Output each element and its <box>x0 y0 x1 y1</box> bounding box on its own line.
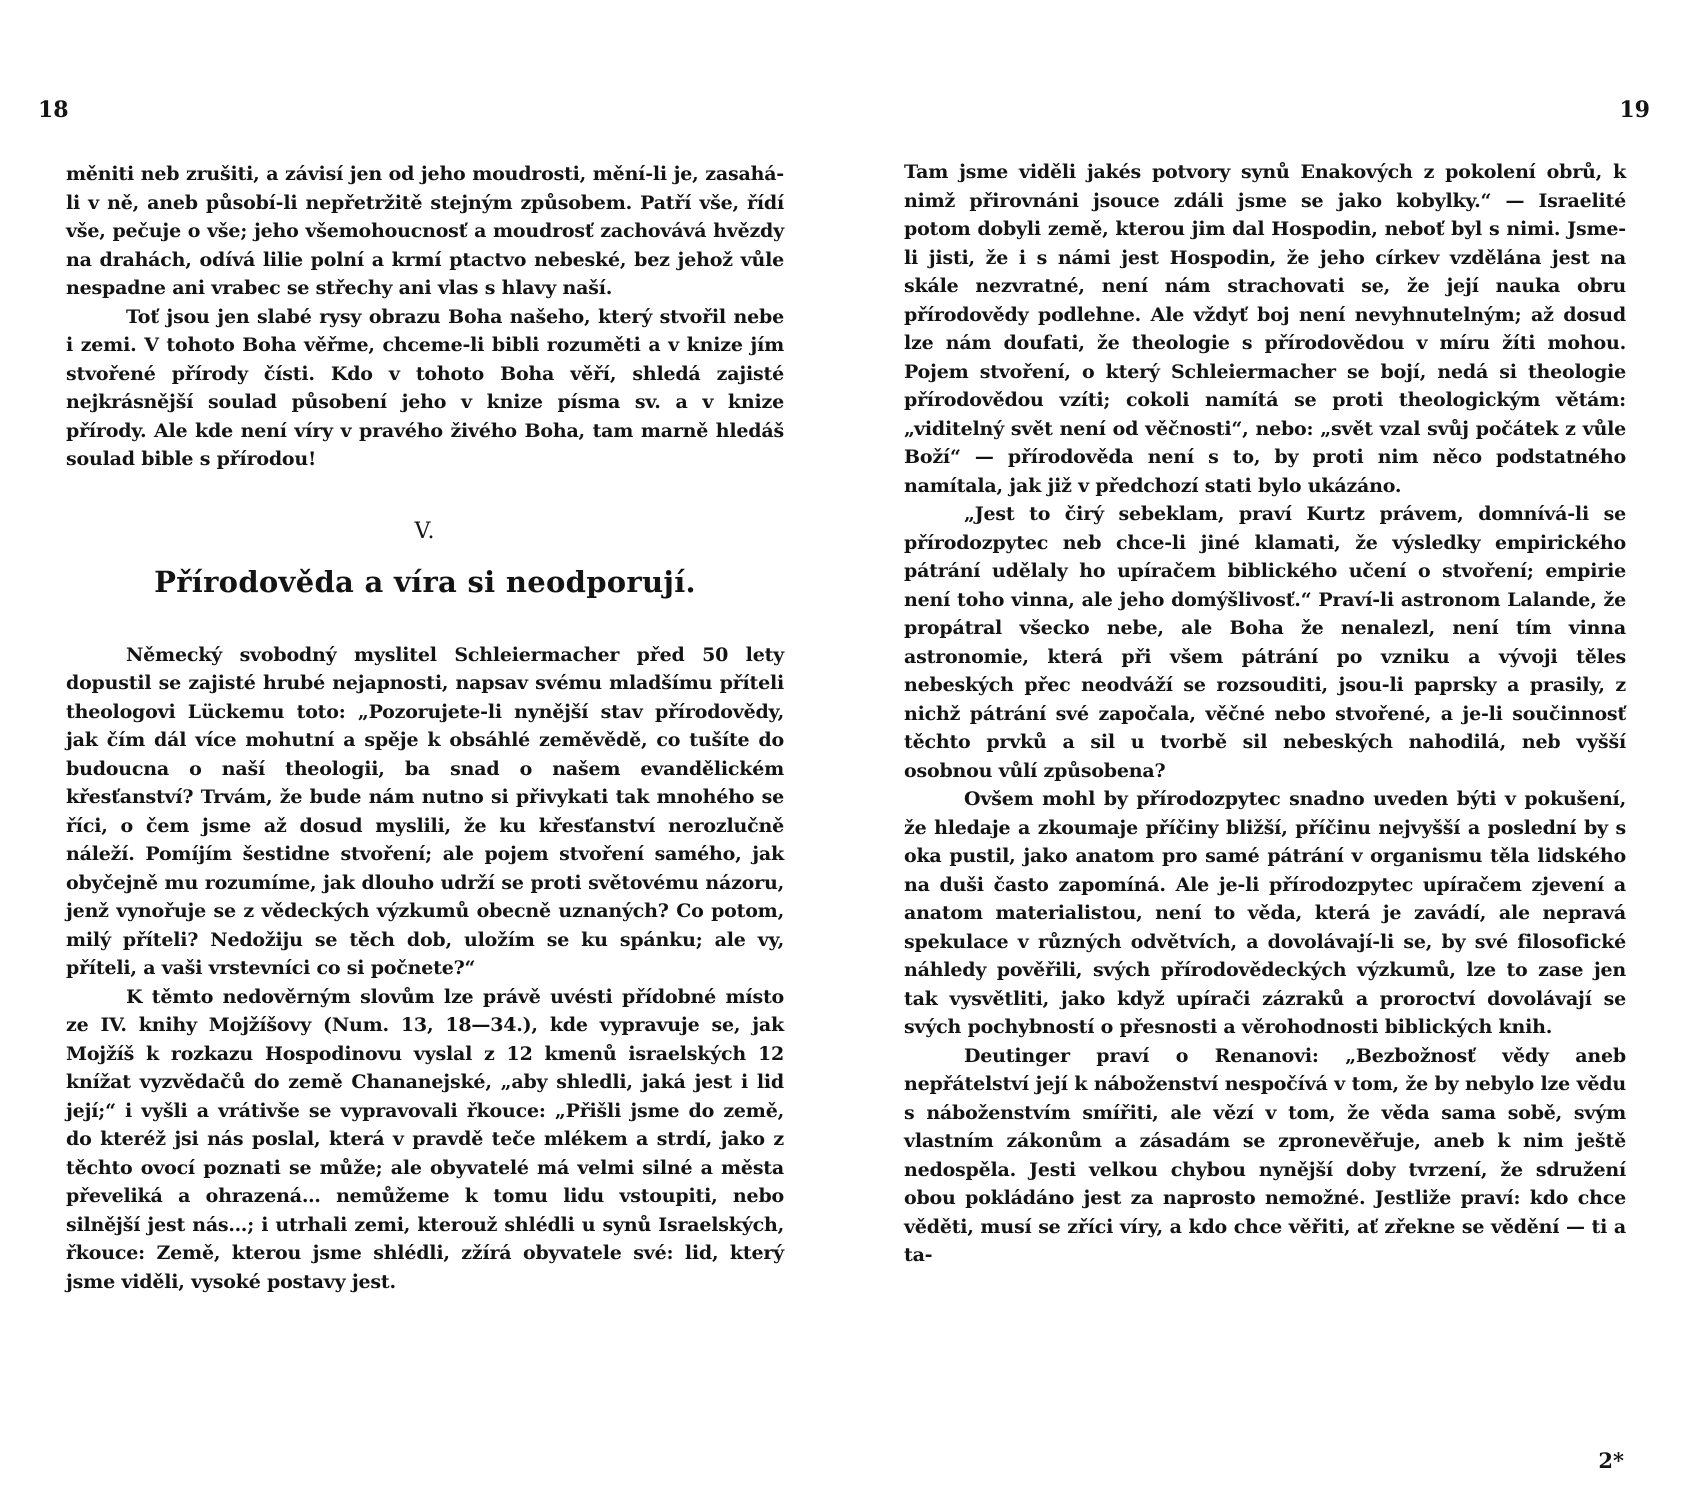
page-number: 19 <box>1619 97 1650 123</box>
section-number: V. <box>414 518 436 544</box>
left-text-column <box>66 160 784 1296</box>
page-number: 18 <box>38 97 69 123</box>
paragraph: Tam jsme viděli jakés potvory synů Enakových z pokolení obrů, k nimž přirovnáni jsouce zdáli jsme se jako kobylky.“ — Israelité potom dobyli země, kterou jim dal Hospodin, neboť byl s nimi. Jsme-li jisti, že i s námi jest Hospodin, že jeho církev vzdělána jest na skále nezvratné, není nám strachovati se, že její nauka obru přírodovědy podlehne. Ale vždyť boj není nevyhnutelným; až dosud lze nám doufati, že theologie s přírodovědou v míru žíti mohou. Pojem stvoření, o který Schleiermacher se bojí, nedá si theologie přírodovědou vzíti; cokoli namítá se proti theologickým větám: „viditelný svět není od věčnosti“, nebo: „svět vzal svůj počátek z vůle Boží“ — přírodověda není s to, by proti nim něco podstatného namítala, jak již v předchozí stati bylo ukázáno. <box>904 161 1626 497</box>
paragraph: Německý svobodný myslitel Schleiermacher před 50 lety dopustil se zajisté hrubé nejapnosti, napsav svému mladšímu příteli theologovi Lückemu toto: „Pozorujete-li nynější stav přírodovědy, jak čím dál více mohutní a spěje k obsáhlé zeměvědě, co tušíte do budoucna o naší theologii, ba snad o našem evandělickém křesťanství? Trvám, že bude nám nutno si přivykati tak mnohého se říci, o čem jsme až dosud myslili, že ku křesťanství nerozlučně náleží. Pomíjím šestidne stvoření; ale pojem stvoření samého, jak obyčejně mu rozumíme, jak dlouho udrží se proti světovému názoru, jenž vynořuje se z vědeckých výzkumů obecně uznaných? Co potom, milý příteli? Nedožiju se těch dob, uložím se ku spánku; ale vy, příteli, a vaši vrstevníci co si počnete?“ <box>66 643 784 979</box>
paragraph: měniti neb zrušiti, a závisí jen od jeho moudrosti, mění-li je, zasahá-li v ně, aneb působí-li nepřetržitě stejným způsobem. Patří vše, řídí vše, pečuje o vše; jeho všemohoucnosť a moudrosť zachovává hvězdy na drahách, odívá lilie polní a krmí ptactvo nebeské, bez jehož vůle nespadne ani vrabec se střechy ani vlas s hlavy naší. <box>66 163 784 299</box>
right-text-column <box>904 158 1626 1270</box>
paragraph: Ovšem mohl by přírodozpytec snadno uveden býti v pokušení, že hledaje a zkoumaje příčiny bližší, příčinu nejvyšší a poslední by s oka pustil, jako anatom pro samé pátrání v organismu těla lidského na duši často zapomíná. Ale je-li přírodozpytec upíračem zjevení a anatom materialistou, není to věda, která je zavádí, ale nepravá spekulace v různých odvětvích, a dovolávají-li se, by své filosofické náhledy pověřili, svých přírodovědeckých výzkumů, lze to zase jen tak vysvětliti, jako když upírači zázraků a proroctví dovolávají se svých pochybností o přesnosti a věrohodnosti biblických knih. <box>904 788 1626 1038</box>
paragraph: „Jest to čirý sebeklam, praví Kurtz právem, domnívá-li se přírodozpytec neb chce-li jiné klamati, že výsledky empirického pátrání udělaly ho upíračem biblického učení o stvoření; empirie není toho vinna, ale jeho domýšlivosť.“ Praví-li astronom Lalande, že propátral všecko nebe, ale Boha že nenalezl, není tím vinna astronomie, která při všem pátrání po vzniku a vývoji těles nebeských přec neodváží se rozsouditi, jsou-li paprsky a prasily, z nichž pátrání své započala, věčné nebo stvořené, a je-li součinnosť těchto prvků a sil u tvorbě sil nebeských nahodilá, neb vyšší osobnou vůlí způsobena? <box>904 503 1626 782</box>
section-title: Přírodověda a víra si neodporují. <box>154 565 696 599</box>
paragraph: Deutinger praví o Renanovi: „Bezbožnosť vědy aneb nepřátelství její k náboženství nespočívá v tom, že by nebylo lze vědu s náboženstvím smířiti, ale vězí v tom, že věda sama sobě, svým vlastním zákonům a zásadám se zpronevěřuje, aneb k nim ještě nedospěla. Jesti velkou chybou nynější doby tvrzení, že sdružení obou pokládáno jest za naprosto nemožné. Jestliže praví: kdo chce věděti, musí se zříci víry, a kdo chce věřiti, ať zřekne se vědění — ti a ta- <box>904 1044 1626 1266</box>
paragraph: Toť jsou jen slabé rysy obrazu Boha našeho, který stvořil nebe i zemi. V tohoto Boha věřme, chceme-li bibli rozuměti a v knize jím stvořené přírody čísti. Kdo v tohoto Boha věří, shledá zajisté nejkrásnější soulad působení jeho v knize písma sv. a v knize přírody. Ale kde není víry v pravého živého Boha, tam marně hledáš soulad bible s přírodou! <box>66 305 784 470</box>
signature-mark: 2* <box>1598 1448 1624 1473</box>
paragraph: K těmto nedověrným slovům lze právě uvésti přídobné místo ze IV. knihy Mojžíšovy (Num. 13, 18—34.), kde vypravuje se, jak Mojžíš k rozkazu Hospodinovu vyslal z 12 kmenů israelských 12 knížat vyzvědačů do země Chananejské, „aby shledli, jaká jest i lid její;“ i vyšli a vrátivše se vypravovali řkouce: „Přišli jsme do země, do kteréž jsi nás poslal, která v pravdě teče mlékem a strdí, jako z těchto ovocí poznati se může; ale obyvatelé má velmi silné a města převeliká a ohrazená… nemůžeme k tomu lidu vstoupiti, nebo silnější jest nás…; i utrhali zemi, kterouž shlédli u synů Israelských, řkouce: Země, kterou jsme shlédli, zžírá obyvatele své: lid, který jsme viděli, vysoké postavy jest. <box>66 985 784 1293</box>
